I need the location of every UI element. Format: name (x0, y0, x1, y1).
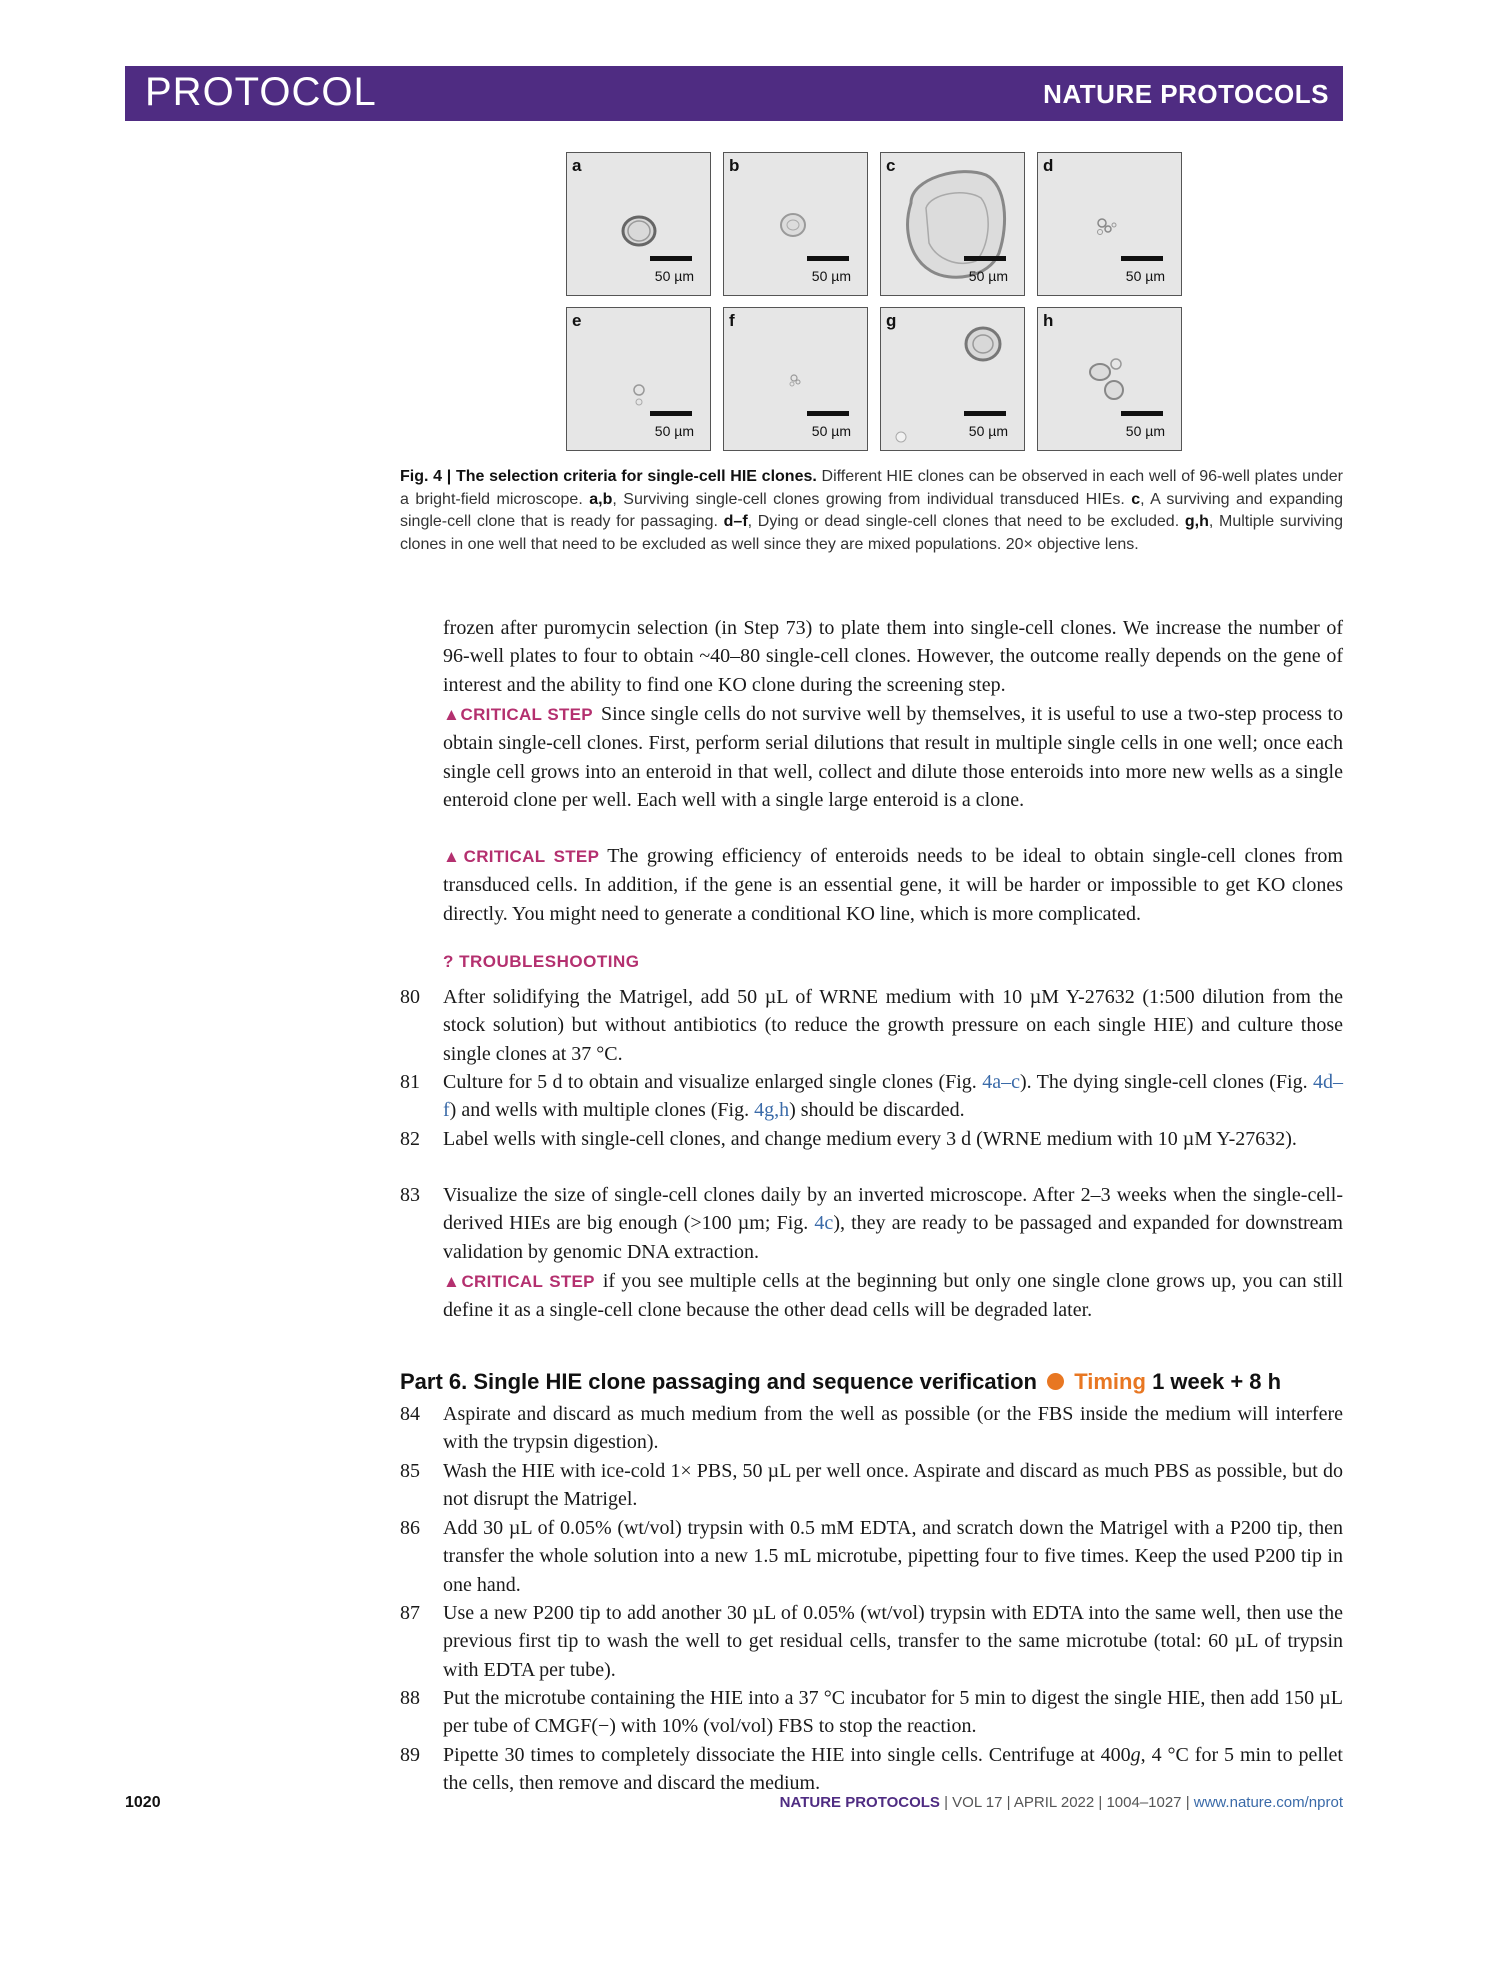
panel-label: g (886, 311, 897, 330)
scale-bar-label: 50 µm (811, 423, 851, 439)
step-number: 85 (400, 1460, 420, 1482)
figure-panel-e (566, 307, 711, 451)
page-header (125, 66, 1343, 121)
critical-step-3 (443, 1267, 1343, 1325)
figure-panel-d (1037, 152, 1182, 296)
step-number: 86 (400, 1517, 420, 1539)
caption-text: , Multiple surviving clones in one well that need to be excluded as well since they are mixed populations. 20× objective lens. (400, 513, 1343, 553)
caption-panel-ref: g (1184, 513, 1195, 530)
step-text: Add 30 µL of 0.05% (wt/vol) trypsin with 0.5 mM EDTA, and scratch down the Matrigel with a P200 tip, then transfer the whole solution into a new 1.5 mL microtube, pipetting four to five times. Keep the used P200 tip in one hand. (443, 1517, 1343, 1596)
step-number: 88 (400, 1687, 420, 1709)
step-text (443, 1181, 1343, 1266)
page-number: 1020 (125, 1794, 161, 1811)
timing-dot-icon (1047, 1373, 1064, 1390)
step-text-part: ). The dying single-cell clones (Fig. (1019, 1071, 1313, 1093)
step-text: Wash the HIE with ice-cold 1× PBS, 50 µL per well once. Aspirate and discard as much PBS as possible, but do not disrupt the Matrigel. (443, 1460, 1343, 1511)
scale-bar (1121, 256, 1163, 261)
figure-link[interactable]: 4a–c (982, 1071, 1020, 1093)
scale-bar-label: 50 µm (1125, 423, 1165, 439)
scale-bar (807, 411, 849, 416)
critical-step-2 (443, 842, 1343, 928)
header-journal-name: NATURE PROTOCOLS (1043, 79, 1329, 109)
critical-step-label: ▲CRITICAL STEP (443, 847, 600, 866)
journal-url-link[interactable]: www.nature.com/nprot (1193, 1794, 1343, 1811)
caption-panel-ref: d–f (723, 513, 748, 530)
step-text: After solidifying the Matrigel, add 50 µL of WRNE medium with 10 µM Y-27632 (1:500 dilution from the stock solution) but without antibiotics (to reduce the growth pressure on each single HIE) and culture those single clones at 37 °C. (443, 986, 1343, 1065)
critical-step-text: Since single cells do not survive well by themselves, it is useful to use a two-step process to obtain single-cell clones. First, perform serial dilutions that result in multiple single cells in one well; once each single cell grows into an enteroid in that well, collect and dilute those enteroids into more new wells as a single enteroid clone per well. Each well with a single large enteroid is a clone. (443, 703, 1343, 812)
critical-step-label: ▲CRITICAL STEP (443, 705, 593, 724)
step-text-part: ) and wells with multiple clones (Fig. (449, 1099, 755, 1122)
troubleshooting-label: ? TROUBLESHOOTING (443, 952, 640, 971)
step-number: 89 (400, 1744, 420, 1766)
figure-panel-h (1037, 307, 1182, 451)
scale-bar-label: 50 µm (654, 268, 694, 284)
part-6-heading (400, 1369, 1281, 1395)
panel-label: e (572, 311, 582, 330)
step-number: 87 (400, 1602, 420, 1624)
figure-panel-a (566, 152, 711, 296)
panel-label: f (729, 311, 735, 330)
scale-bar-label: 50 µm (1125, 268, 1165, 284)
step-text-part: ), they are ready to be passaged and expanded for downstream validation by genomic DNA extraction. (443, 1212, 1343, 1263)
figure-link[interactable]: 4d–f (443, 1071, 1343, 1122)
step-text (443, 1068, 1343, 1125)
caption-text: Different HIE clones can be observed in each well of 96-well plates under a bright-field microscope. (400, 468, 1343, 508)
timing-label: Timing (1074, 1369, 1146, 1394)
step-text-part: ) should be discarded. (789, 1099, 965, 1122)
caption-panel-ref: h (1199, 513, 1209, 530)
panel-label: h (1043, 311, 1054, 330)
scale-bar-label: 50 µm (811, 268, 851, 284)
panel-label: a (572, 156, 582, 175)
scale-bar (807, 256, 849, 261)
footer-details: | VOL 17 | APRIL 2022 | 1004–1027 | (939, 1794, 1194, 1811)
scale-bar-label: 50 µm (654, 423, 694, 439)
figure-link[interactable]: 4c (814, 1212, 834, 1235)
step-number: 84 (400, 1403, 420, 1425)
figure-panel-f (723, 307, 868, 451)
critical-step-1 (443, 700, 1343, 815)
caption-panel-ref: a (589, 490, 599, 508)
critical-step-text: The growing efficiency of enteroids needs to be ideal to obtain single-cell clones from transduced cells. In addition, if the gene is an essential gene, it will be harder or impossible to get KO clones directly. You might need to generate a conditional KO line, which is more complicated. (443, 845, 1343, 925)
step-number: 82 (400, 1128, 420, 1150)
scale-bar (1121, 411, 1163, 416)
timing-value: 1 week + 8 h (1152, 1369, 1282, 1394)
caption-panel-ref: c (1131, 490, 1141, 508)
caption-title: Fig. 4 | The selection criteria for single-cell HIE clones. (400, 468, 817, 485)
step-text: Put the microtube containing the HIE into a 37 °C incubator for 5 min to digest the single HIE, then add 150 µL per tube of CMGF(−) with 10% (vol/vol) FBS to stop the reaction. (443, 1687, 1343, 1738)
step-text: Aspirate and discard as much medium from the well as possible (or the FBS inside the medium will interfere with the trypsin digestion). (443, 1403, 1343, 1454)
panel-label: c (886, 156, 896, 175)
scale-bar-label: 50 µm (968, 268, 1008, 284)
scale-bar (964, 256, 1006, 261)
scale-bar-label: 50 µm (968, 423, 1008, 439)
figure-panel-b (723, 152, 868, 296)
caption-text: , Dying or dead single-cell clones that need to be excluded. (747, 513, 1185, 530)
panel-label: b (729, 156, 740, 175)
scale-bar (964, 411, 1006, 416)
figure-caption (400, 466, 1343, 556)
caption-text: , (598, 490, 603, 508)
figure-link[interactable]: 4g,h (754, 1099, 790, 1122)
figure-panel-c (880, 152, 1025, 296)
step-text-part: , 4 °C for 5 min to pellet the cells, then remove and discard the medium. (443, 1744, 1343, 1795)
intro-paragraph: frozen after puromycin selection (in Step 73) to plate them into single-cell clones. We increase the number of 96-well plates to four to obtain ~40–80 single-cell clones. However, the outcome really depends on the gene of interest and the ability to find one KO clone during the screening step. (443, 617, 1343, 696)
header-section-label: PROTOCOL (145, 70, 377, 114)
step-text-part: Culture for 5 d to obtain and visualize enlarged single clones (Fig. (443, 1071, 983, 1093)
step-text: Use a new P200 tip to add another 30 µL of 0.05% (wt/vol) trypsin with EDTA into the same well, then use the previous first tip to wash the well to get residual cells, transfer to the same microtube (total: 60 µL of trypsin with EDTA per tube). (443, 1602, 1343, 1681)
scale-bar (650, 256, 692, 261)
step-text-part: g (1130, 1744, 1141, 1766)
figure-panel-g (880, 307, 1025, 451)
step-text-part: Pipette 30 times to completely dissociate the HIE into single cells. Centrifuge at 400 (443, 1744, 1131, 1766)
critical-step-label: ▲CRITICAL STEP (443, 1272, 595, 1291)
footer-journal: NATURE PROTOCOLS (779, 1794, 940, 1811)
step-number: 80 (400, 986, 420, 1008)
step-text: Label wells with single-cell clones, and change medium every 3 d (WRNE medium with 10 µM Y-27632). (443, 1128, 1297, 1150)
footer-citation (780, 1794, 1343, 1811)
part-title: Part 6. Single HIE clone passaging and sequence verification (400, 1369, 1037, 1394)
caption-text: , Surviving single-cell clones growing from individual transduced HIEs. (612, 490, 1132, 508)
step-number: 83 (400, 1184, 420, 1206)
step-text (443, 1741, 1343, 1798)
critical-step-text: if you see multiple cells at the beginning but only one single clone grows up, you can still define it as a single-cell clone because the other dead cells will be degraded later. (443, 1270, 1343, 1322)
step-number: 81 (400, 1071, 420, 1093)
step-text-part: Visualize the size of single-cell clones daily by an inverted microscope. After 2–3 weeks when the single-cell-derived HIEs are big enough (>100 µm; Fig. (443, 1184, 1343, 1235)
caption-text: , (1194, 513, 1200, 530)
caption-panel-ref: b (602, 490, 613, 508)
caption-text: , A surviving and expanding single-cell clone that is ready for passaging. (400, 490, 1344, 530)
panel-label: d (1043, 156, 1054, 175)
scale-bar (650, 411, 692, 416)
